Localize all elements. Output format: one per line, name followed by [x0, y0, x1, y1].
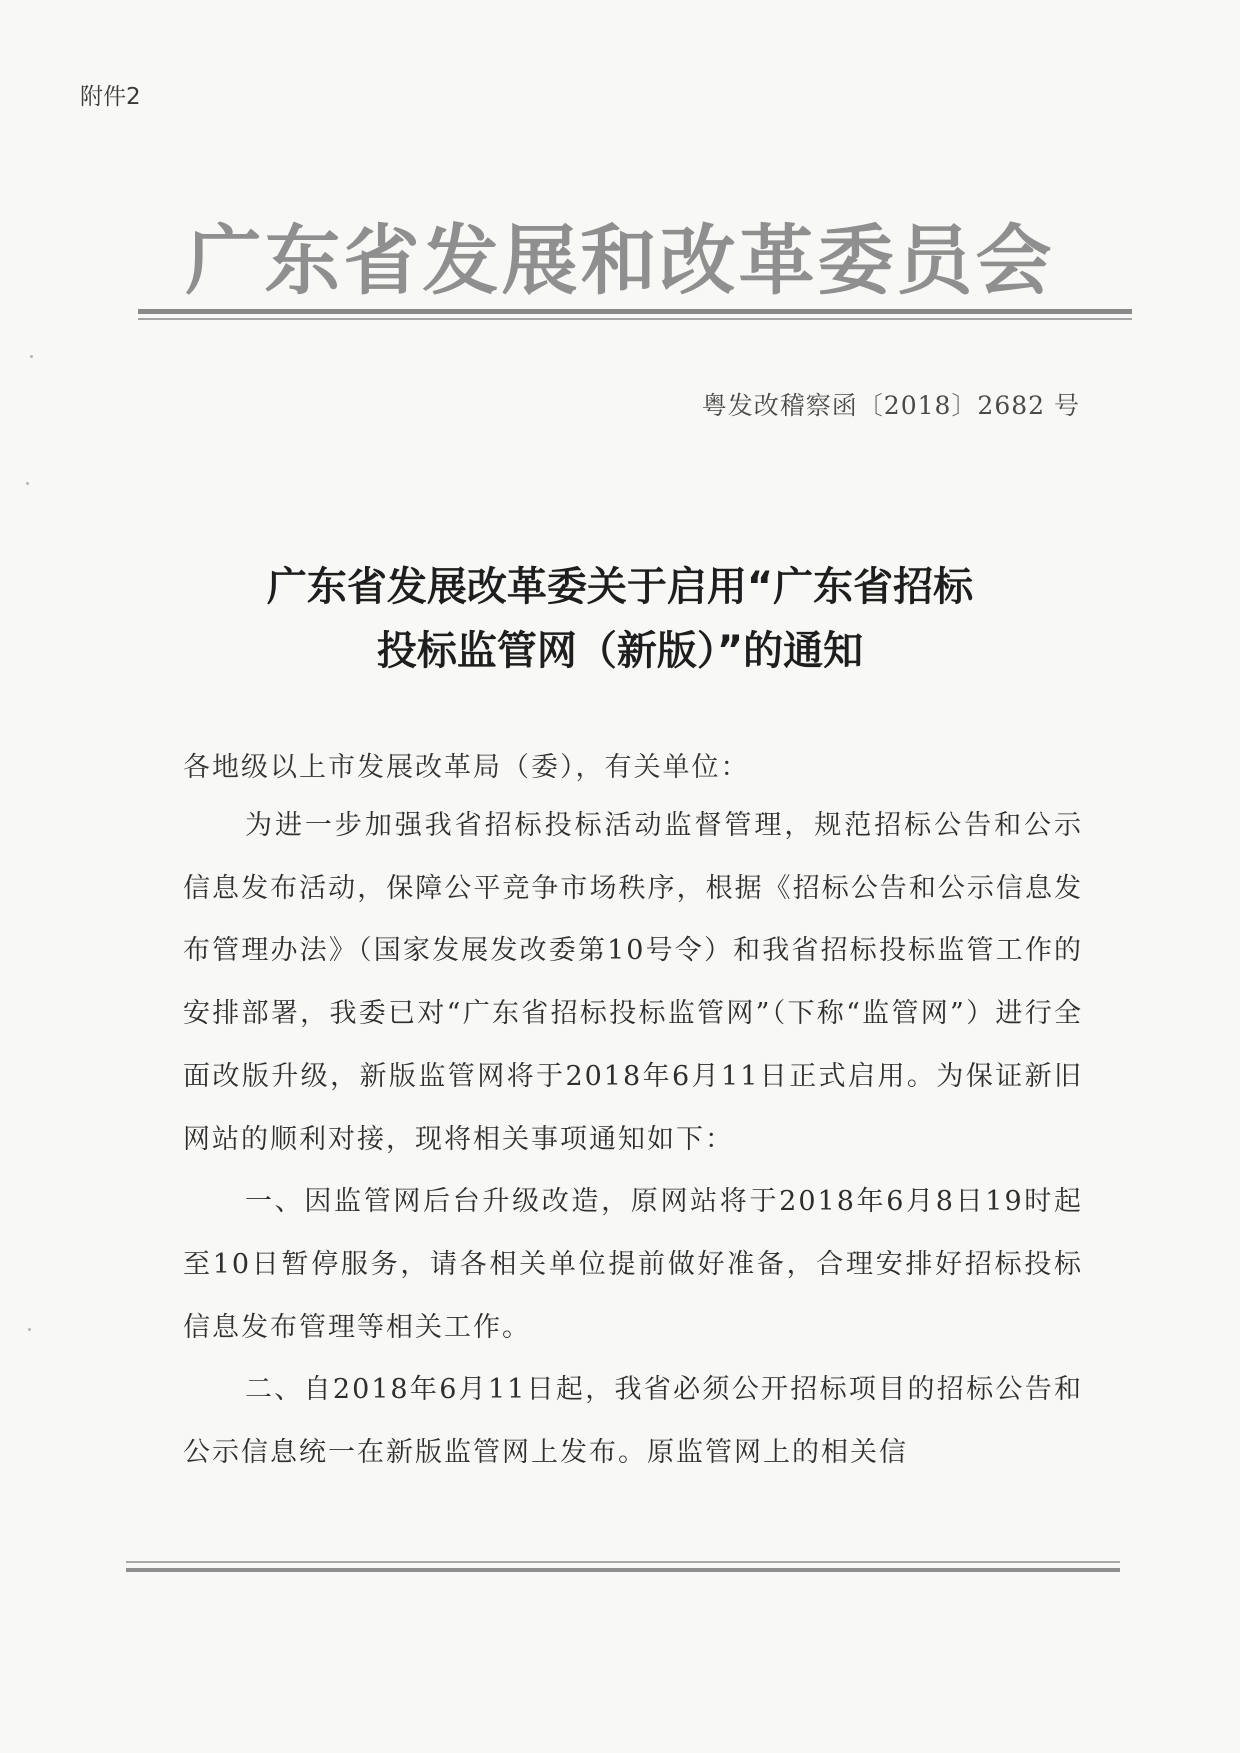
- scan-speck: [30, 355, 33, 358]
- body-text: [183, 795, 1083, 1485]
- paragraph-item-2: 二、自2018年6月11日起，我省必须公开招标项目的招标公告和公示信息统一在新版监管网上发布。原监管网上的相关信: [183, 1374, 1083, 1469]
- document-title: [0, 555, 1240, 683]
- masthead-divider: [138, 309, 1132, 321]
- paragraph-intro: 为进一步加强我省招标投标活动监督管理，规范招标公告和公示信息发布活动，保障公平竞争市场秩序，根据《招标公告和公示信息发布管理办法》（国家发展发改委第10号令）和我省招标投标监管工作的安排部署，我委已对“广东省招标投标监管网”（下称“监管网”）进行全面改版升级，新版监管网将于2018年6月11日正式启用。为保证新旧网站的顺利对接，现将相关事项通知如下：: [183, 810, 1083, 1155]
- scan-speck: [26, 482, 29, 485]
- attachment-label: 附件2: [80, 84, 141, 110]
- scan-speck: [28, 1328, 31, 1331]
- masthead: 广东省发展和改革委员会: [185, 216, 1055, 305]
- paragraph-item-1: 一、因监管网后台升级改造，原网站将于2018年6月8日19时起至10日暂停服务，请各相关单位提前做好准备，合理安排好招标投标信息发布管理等相关工作。: [183, 1186, 1083, 1343]
- footer-divider: [126, 1561, 1120, 1572]
- title-line-2: 投标监管网（新版）”的通知: [376, 628, 864, 674]
- salutation: 各地级以上市发展改革局（委），有关单位：: [183, 752, 750, 783]
- title-line-1: 广东省发展改革委关于启用“广东省招标: [266, 564, 974, 610]
- document-number: 粤发改稽察函〔2018〕2682 号: [701, 391, 1080, 420]
